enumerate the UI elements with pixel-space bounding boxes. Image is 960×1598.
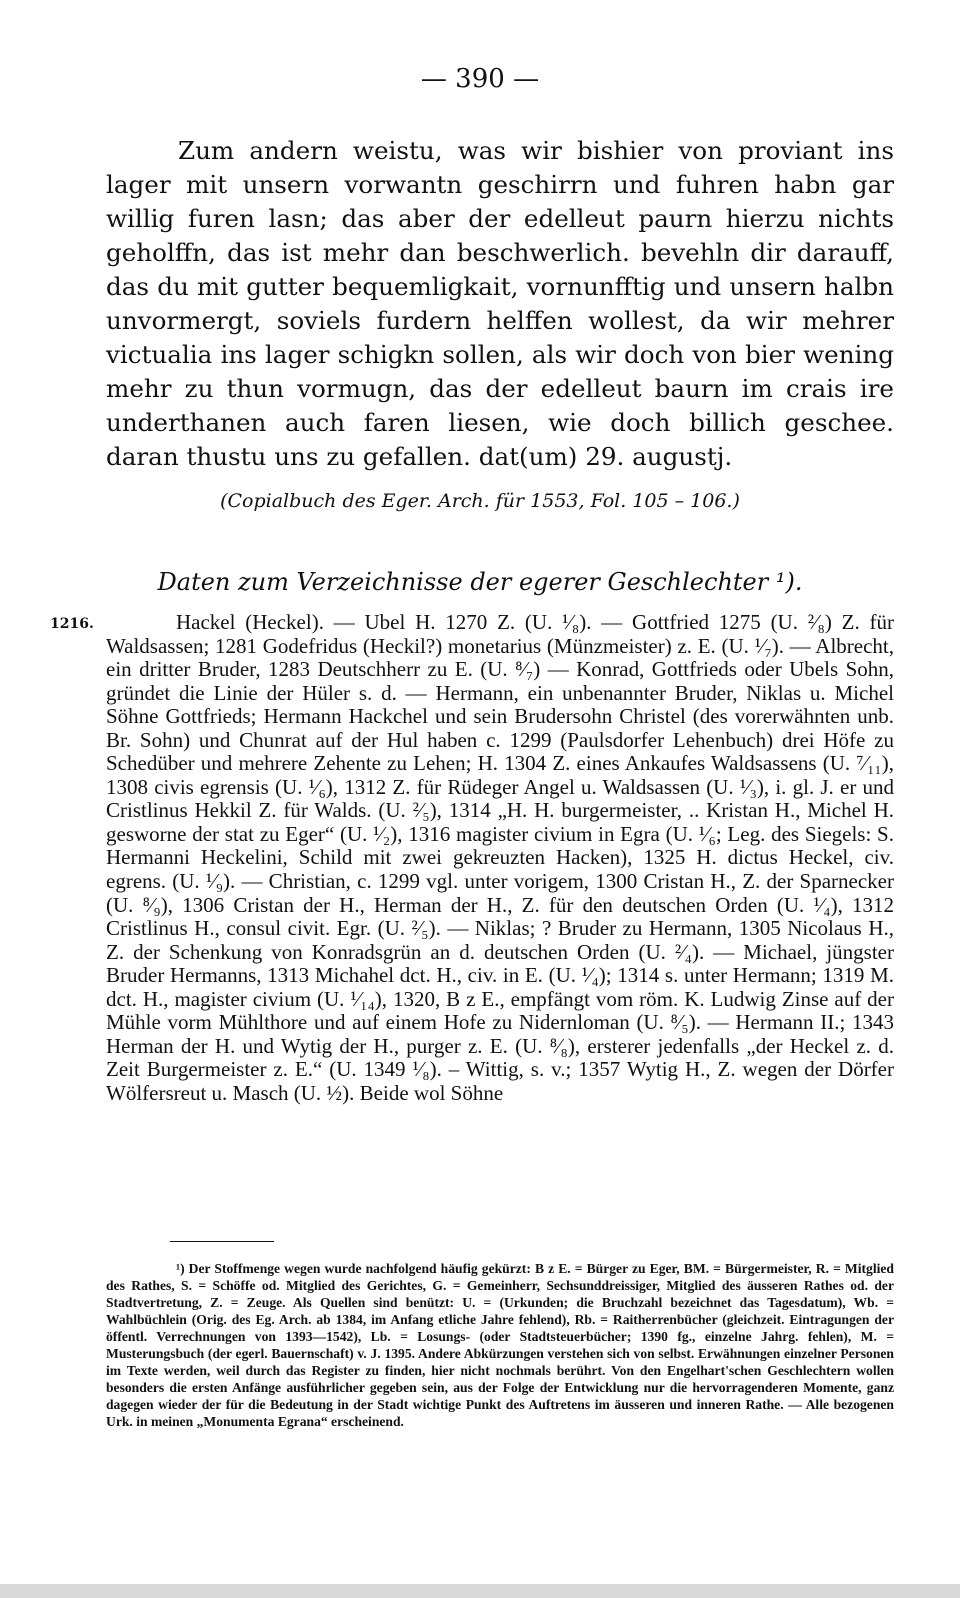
page-number: — 390 — [420,64,540,94]
scan-bottom-edge [0,1584,960,1598]
footnote-divider [170,1241,274,1242]
letter-paragraph [106,134,894,474]
footnote-text: ¹) Der Stoffmenge wegen wurde nachfolgend häufig gekürzt: B z E. = Bürger zu Eger, BM. = Bürgermeister, R. = Mitglied des Rathes, S. = Schöffe od. Mitglied des Gerichtes, G. = Gemeinherr, Sechsunddreissiger, Mitglied des äusseren Rathes od. der Stadtvertretung, Z. = Zeuge. Als Quellen sind benützt: U. = (Urkunden; die Bruchzahl bezeichnet das Tagesdatum), Wb. = Wahlbüchlein (Orig. des Eg. Arch. ab 1384, im Anfang etliche Jahre fehlend), Rb. = Raitherrenbücher (gleichzeit. Eintragungen der öffentl. Verrechnungen von 1393—1542), Lb. = Losungs- (oder Stadtsteuerbücher; 1390 fg., einzelne Jahrg. fehlen), M. = Musterungsbuch (der egerl. Bauernschaft) v. J. 1395. Andere Abkürzungen verstehen sich von selbst. Erwähnungen einzelner Personen im Texte werden, weil durch das Register zu finden, hier nicht nochmals berührt. Von den Engelhart'schen Geschlechtern wollen besonders die ersten Anfänge ausführlicher gegeben sein, aus der Folge der Entwicklung nur die hervorragenderen Momente, ganz dagegen wieder der für die Bedeutung in der Stadt wichtige Punkt des Auftretens im äusseren und inneren Rathe. — Alle bezogenen Urk. in meinen „Monumenta Egrana“ erscheinend. [106,1261,894,1430]
genealogy-entry [106,611,894,1105]
letter-text: Zum andern weistu, was wir bishier von proviant ins lager mit unsern vorwantn geschirrn und fuhren habn gar willig furen lasn; das aber der edelleut paurn hierzu nichts geholffn, das ist mehr dan beschwerlich. bevehln dir darauff, das du mit gutter bequemligkait, vornunfftig und unsern halbn unvormergt, soviels furdern helffen wollest, da wir mehrer victualia ins lager schigkn sollen, als wir doch von bier wening mehr zu thun vormugn, das der edelleut baurn im crais ire underthanen auch faren liesen, wie doch billich geschee. daran thustu uns zu gefallen. dat(um) 29. augustj. [106,136,894,471]
entry-number: 1216. [50,616,94,632]
archive-citation: (Copialbuch des Eger. Arch. für 1553, Fol. 105 – 106.) [220,490,740,512]
entry-text: Hackel (Heckel). — Ubel H. 1270 Z. (U. ¹⁄₈). — Gottfried 1275 (U. ²⁄₈) Z. für Waldsassen; 1281 Godefridus (Heckil?) monetarius (Münzmeister) z. E. (U. ¹⁄₇). — Albrecht, ein dritter Bruder, 1283 Deutschherr zu E. (U. ⁸⁄₇) — Konrad, Gottfrieds oder Ubels Sohn, gründet die Linie der Hüler s. d. — Hermann, ein unbenannter Bruder, Niklas u. Michel Söhne Gottfrieds; Hermann Hackchel und sein Brudersohn Christel (des vorerwähnten unb. Br. Sohn) und Chunrat auf der Hul haben c. 1299 (Paulsdorfer Lehenbuch) drei Höfe zu Schedüber und mehrere Zehente zu Lehen; H. 1304 Z. eines Ankaufes Waldsassens (U. ⁷⁄₁₁), 1308 civis egrensis (U. ¹⁄₆), 1312 Z. für Rüdeger Angel u. Waldsassen (U. ¹⁄₃), i. gl. J. er und Cristlinus Hekkil Z. für Walds. (U. ²⁄₅), 1314 „H. H. burgermeister, .. Kristan H., Michel H. gesworne der stat zu Eger“ (U. ¹⁄₂), 1316 magister civium in Egra (U. ¹⁄₆; Leg. des Siegels: S. Hermanni Heckelini, Schild mit zwei gekreuzten Hacken), 1325 H. dictus Heckel, civ. egrens. (U. ¹⁄₉). — Christian, c. 1299 vgl. unter vorigem, 1300 Cristan H., Z. der Sparnecker (U. ⁸⁄₉), 1306 Cristan der H., Herman der H., Z. für den deutschen Orden (U. ¹⁄₄), 1312 Cristlinus H., consul civit. Egr. (U. ²⁄₅). — Niklas; ? Bruder zu Hermann, 1305 Nicolaus H., Z. der Schenkung von Konradsgrün an d. deutschen Orden (U. ²⁄₄). — Michael, jüngster Bruder Hermanns, 1313 Michahel dct. H., civ. in E. (U. ¹⁄₄); 1314 s. unter Hermann; 1319 M. dct. H., magister civium (U. ¹⁄₁₄), 1320, B z E., empfängt vom röm. K. Ludwig Zinse auf der Mühle vorm Mühlthore und auf einem Hofe zu Nidernloman (U. ⁸⁄₅). — Hermann II.; 1343 Herman der H. und Wytig der H., purger z. E. (U. ⁸⁄₈), ersterer jedenfalls „der Heckel z. d. Zeit Burgermeister z. E.“ (U. 1349 ¹⁄₈). – Wittig, s. v.; 1357 Wytig H., Z. wegen der Dörfer Wölfersreut u. Masch (U. ½). Beide wol Söhne [106,610,894,1105]
footnote [106,1260,894,1430]
section-heading: Daten zum Verzeichnisse der egerer Geschlechter ¹). [157,568,803,596]
